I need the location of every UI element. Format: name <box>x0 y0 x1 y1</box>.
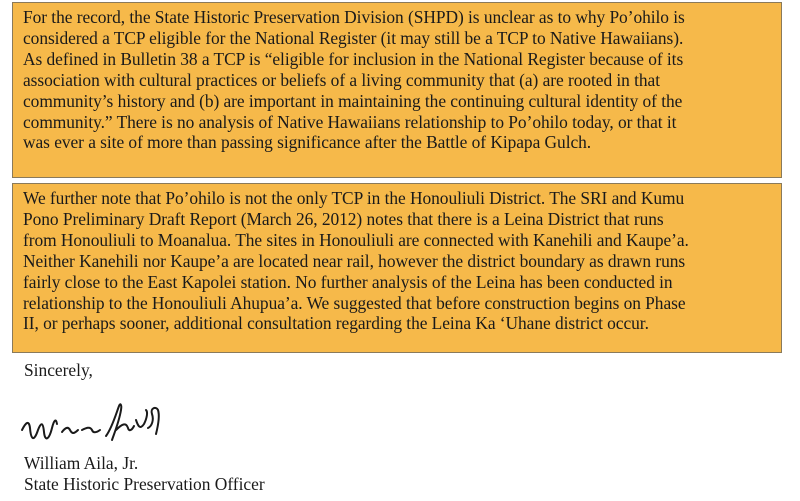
paragraph-line: considered a TCP eligible for the National Register (it may still be a TCP to Native Hawaiians). <box>23 27 684 48</box>
paragraph-line: We further note that Po’ohilo is not the only TCP in the Honouliuli District. The SRI and Kumu <box>23 188 685 208</box>
paragraph-line: Neither Kanehili nor Kaupe’a are located near rail, however the district boundary as drawn runs <box>23 250 686 271</box>
signature-icon <box>16 400 166 452</box>
closing-salutation: Sincerely, <box>24 360 93 380</box>
highlighted-paragraph-honouliuli-tcp <box>12 183 782 353</box>
signer-name: William Aila, Jr. <box>24 453 139 473</box>
paragraph-line: fairly close to the East Kapolei station. No further analysis of the Leina has been conducted in <box>23 271 673 292</box>
paragraph-line: community’s history and (b) are important in maintaining the continuing cultural identity of the <box>23 90 683 111</box>
paragraph-line: association with cultural practices or beliefs of a living community that (a) are rooted in that <box>23 69 660 90</box>
paragraph-line: community.” There is no analysis of Native Hawaiians relationship to Po’ohilo today, or that it <box>23 111 677 132</box>
paragraph-line: relationship to the Honouliuli Ahupua’a. We suggested that before construction begins on Phase <box>23 292 686 313</box>
highlighted-paragraph-shpd-tcp <box>12 2 782 178</box>
paragraph-line: was ever a site of more than passing significance after the Battle of Kipapa Gulch. <box>23 132 592 153</box>
paragraph-line: from Honouliuli to Moanalua. The sites in Honouliuli are connected with Kanehili and Kaupe’a. <box>23 229 689 250</box>
paragraph-line: Pono Preliminary Draft Report (March 26, 2012) notes that there is a Leina District that runs <box>23 208 664 229</box>
paragraph-line: For the record, the State Historic Preservation Division (SHPD) is unclear as to why Po’ohilo is <box>23 7 685 27</box>
paragraph-line: As defined in Bulletin 38 a TCP is “eligible for inclusion in the National Register because of its <box>23 48 684 69</box>
paragraph-line: II, or perhaps sooner, additional consultation regarding the Leina Ka ‘Uhane district occur. <box>23 313 649 334</box>
signer-title: State Historic Preservation Officer <box>24 474 265 494</box>
